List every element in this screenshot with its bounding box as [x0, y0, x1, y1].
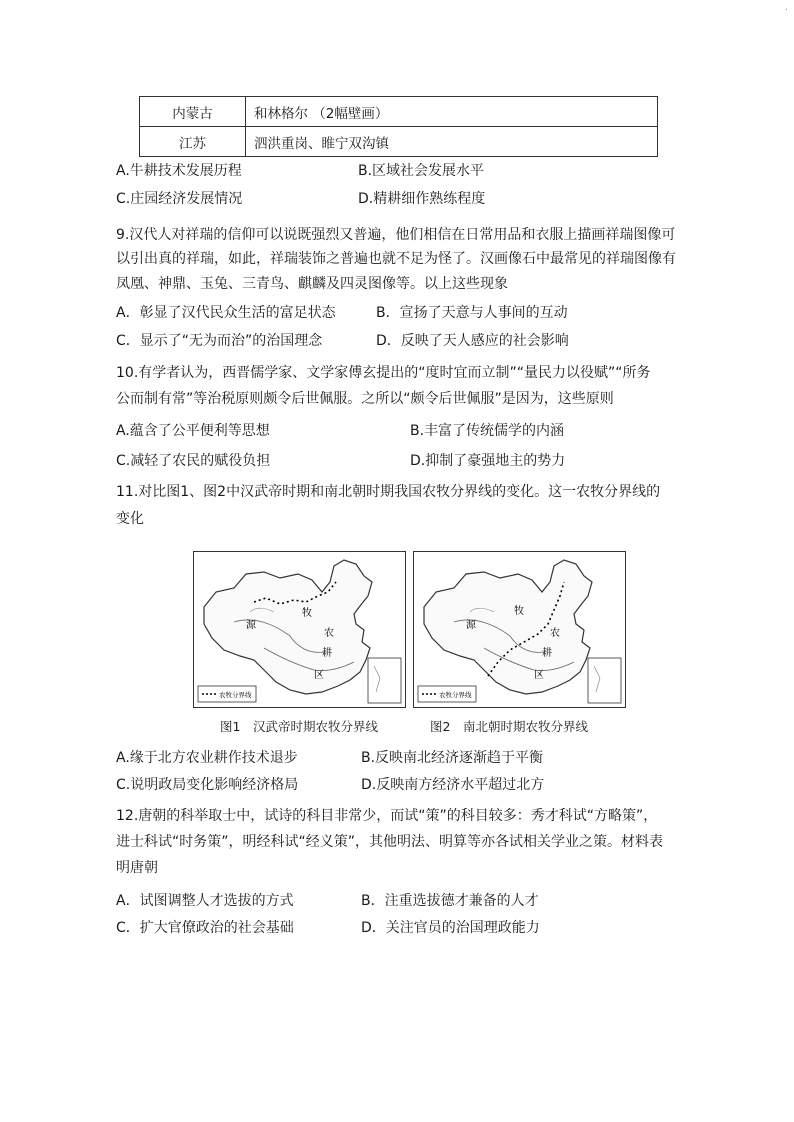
map-1-caption: 图1 汉武帝时期农牧分界线 [220, 719, 378, 734]
q8-option-c[interactable]: C.庄园经济发展情况 [116, 191, 243, 207]
q11-option-a[interactable]: A.缘于北方农业耕作技术退步 [116, 750, 298, 766]
q12-option-d[interactable]: D．关注官员的治国理政能力 [361, 920, 540, 936]
legend-label: 农牧分界线 [439, 691, 472, 699]
q12-option-b[interactable]: B．注重选拔德才兼备的人才 [361, 893, 539, 909]
sites-cell: 和林格尔 （2幅壁画） [246, 97, 658, 127]
map-label: 农 [324, 628, 334, 639]
q10-option-a[interactable]: A.蕴含了公平便利等思想 [116, 423, 270, 439]
q12-option-a[interactable]: A．试图调整人才选拔的方式 [116, 893, 294, 909]
q12-stem-line: 明唐朝 [116, 860, 158, 876]
map-label: 农 [550, 628, 560, 639]
map-label: 区 [314, 670, 324, 681]
q10-stem-line: 公而制有常”等治税原则颇令后世佩服。之所以“颇令后世佩服”是因为，这些原则 [116, 391, 614, 407]
q9-option-c[interactable]: C．显示了“无为而治”的治国理念 [116, 333, 323, 349]
q11-stem-line: 变化 [116, 511, 144, 527]
q12-stem-line: 进士科试“时务策”，明经科试“经义策”，其他明法、明算等亦各试相关学业之策。材料表 [116, 834, 664, 850]
q12-stem-line: 12.唐朝的科举取士中，试诗的科目非常少，而试“策”的科目较多：秀才科试“方略策”， [116, 808, 658, 824]
q8-option-b[interactable]: B.区域社会发展水平 [358, 163, 485, 179]
south-sea-inset-2 [588, 658, 621, 703]
q9-option-a[interactable]: A．彰显了汉代民众生活的富足状态 [116, 305, 336, 321]
map-figure-1 [193, 551, 406, 708]
china-map-1 [194, 552, 405, 707]
map-label: 耕 [542, 648, 552, 659]
region-table [139, 96, 658, 157]
map-label: 牧 [302, 608, 312, 619]
map-label: 区 [534, 670, 544, 681]
q9-stem-line: 9.汉代人对祥瑞的信仰可以说既强烈又普遍，他们相信在日常用品和衣服上描画祥瑞图像可 [116, 227, 676, 243]
map-2-caption: 图2 南北朝时期农牧分界线 [430, 719, 588, 734]
q9-option-b[interactable]: B．宣扬了天意与人事间的互动 [376, 305, 568, 321]
corner-mark: · [784, 5, 788, 16]
table-row [140, 97, 658, 127]
china-map-2 [414, 552, 625, 707]
q8-option-d[interactable]: D.精耕细作熟练程度 [358, 191, 486, 207]
q11-option-b[interactable]: B.反映南北经济逐渐趋于平衡 [361, 750, 544, 766]
q10-option-b[interactable]: B.丰富了传统儒学的内涵 [410, 423, 565, 439]
q10-stem-line: 10.有学者认为，西晋儒学家、文学家傅玄提出的“度时宜而立制”“量民力以役赋”“所务 [116, 365, 651, 381]
q9-stem-line: 凤凰、神鼎、玉兔、三青鸟、麒麟及四灵图像等。以上这些现象 [116, 276, 508, 292]
q10-option-d[interactable]: D.抑制了豪强地主的势力 [410, 453, 566, 469]
table-row [140, 127, 658, 157]
q11-stem-line: 11.对比图1、图2中汉武帝时期和南北朝时期我国农牧分界线的变化。这一农牧分界线的 [116, 484, 661, 500]
south-sea-inset-1 [368, 658, 401, 703]
sites-cell: 泗洪重岗、睢宁双沟镇 [246, 127, 658, 157]
q12-option-c[interactable]: C．扩大官僚政治的社会基础 [116, 920, 294, 936]
q8-option-a[interactable]: A.牛耕技术发展历程 [116, 163, 242, 179]
q9-option-d[interactable]: D．反映了天人感应的社会影响 [376, 333, 569, 349]
map-figure-2 [413, 551, 626, 708]
map-label: 源 [466, 620, 476, 631]
q9-stem-line: 以引出真的祥瑞，如此，祥瑞装饰之普遍也就不足为怪了。汉画像石中最常见的祥瑞图像有 [116, 251, 676, 267]
province-cell: 江苏 [140, 127, 246, 157]
map-label: 牧 [514, 606, 524, 617]
map-label: 源 [246, 620, 256, 631]
legend-label: 农牧分界线 [219, 691, 252, 699]
map-label: 耕 [322, 648, 332, 659]
q10-option-c[interactable]: C.减轻了农民的赋役负担 [116, 453, 271, 469]
q11-option-c[interactable]: C.说明政局变化影响经济格局 [116, 777, 299, 793]
province-cell: 内蒙古 [140, 97, 246, 127]
q11-option-d[interactable]: D.反映南方经济水平超过北方 [361, 777, 545, 793]
